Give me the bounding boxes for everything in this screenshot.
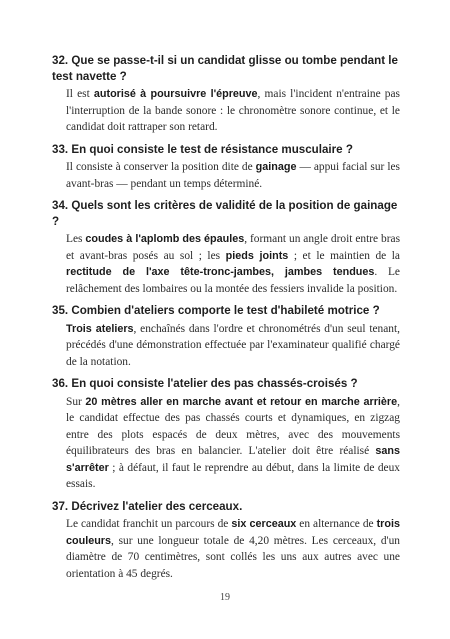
answer-text: Le candidat franchit un parcours de: [66, 518, 232, 530]
answer-emphasis: 20 mètres aller en marche avant et retour en marche arrière: [85, 395, 398, 408]
answer-emphasis: autorisé à poursuivre l'épreuve: [93, 88, 258, 100]
answer-emphasis: coudes à l'aplomb des épaules: [85, 233, 245, 245]
answer-text: . Le relâchement des lombaires ou la montée des fessiers invalide la position.: [66, 266, 400, 295]
answer-paragraph: [66, 394, 400, 493]
answer-text: , sur une longueur totale de 4,20 mètres. Les cerceaux, d'un diamètre de 70 centimètres, sont collés les uns aux autres avec une orientation à 45 degrés.: [66, 534, 400, 580]
answer-text: ; à défaut, il faut le reprendre au début, dans la limite de deux essais.: [66, 461, 400, 490]
question-heading: 32. Que se passe-t-il si un candidat glisse ou tombe pendant le test navette ?: [52, 54, 398, 83]
answer-text: — appui facial sur les avant-bras — pendant un temps déterminé.: [66, 161, 400, 190]
answer-text: ; et le maintien de la: [288, 249, 400, 262]
answer-text: Il consiste à conserver la position dite de: [66, 161, 256, 173]
answer-text: , enchaînés dans l'ordre et chronométrés d'un seul tenant, précédés d'une démonstration effectuée par l'examinateur qualifié chargé de la notation.: [66, 322, 400, 368]
question-heading: 34. Quels sont les critères de validité de la position de gainage ?: [52, 199, 398, 228]
question-heading: 36. En quoi consiste l'atelier des pas chassés-croisés ?: [52, 377, 358, 390]
answer-text: en alternance de: [296, 518, 377, 530]
answer-text: , formant un angle droit entre bras et avant-bras posés au sol ; les: [66, 233, 400, 262]
answer-emphasis: pieds joints: [225, 249, 289, 262]
answer-text: Sur: [66, 395, 86, 408]
answer-paragraph: [66, 321, 400, 371]
answer-emphasis: gainage: [255, 161, 297, 173]
answer-paragraph: [66, 231, 400, 297]
answer-text: , le candidat effectue des pas chassés courts et dynamiques, en zigzag entre des plots espacés de deux mètres, avec des mouvements équilibrateurs des bras en balancier. L'atelier doit être réalisé: [66, 395, 400, 457]
question-heading: 35. Combien d'ateliers comporte le test d'habileté motrice ?: [52, 304, 380, 317]
qa-item: [52, 53, 400, 136]
answer-paragraph: [66, 86, 400, 136]
question-heading: 37. Décrivez l'atelier des cerceaux.: [52, 499, 243, 513]
qa-item: [52, 376, 400, 493]
page-number: 19: [220, 592, 230, 603]
qa-list: [52, 53, 400, 588]
qa-item: [52, 198, 400, 297]
answer-emphasis: six cerceaux: [231, 518, 297, 530]
qa-item: [52, 142, 400, 193]
answer-emphasis: sans s'arrêter: [66, 445, 400, 474]
question-heading: 33. En quoi consiste le test de résistance musculaire ?: [52, 142, 353, 156]
answer-text: Les: [66, 233, 86, 245]
qa-item: [52, 499, 400, 583]
answer-emphasis: Trois ateliers: [66, 322, 134, 335]
answer-paragraph: [66, 516, 400, 582]
answer-text: , mais l'incident n'entraine pas l'interruption de la bande sonore : le chronomètre sonore continue, et le candidat doit rattraper son retard.: [66, 88, 400, 133]
answer-paragraph: [66, 159, 400, 192]
answer-emphasis: rectitude de l'axe tête-tronc-jambes, jambes tendues: [66, 266, 375, 278]
answer-text: Il est: [66, 88, 94, 100]
answer-emphasis: trois couleurs: [66, 518, 400, 547]
qa-item: [52, 303, 400, 370]
